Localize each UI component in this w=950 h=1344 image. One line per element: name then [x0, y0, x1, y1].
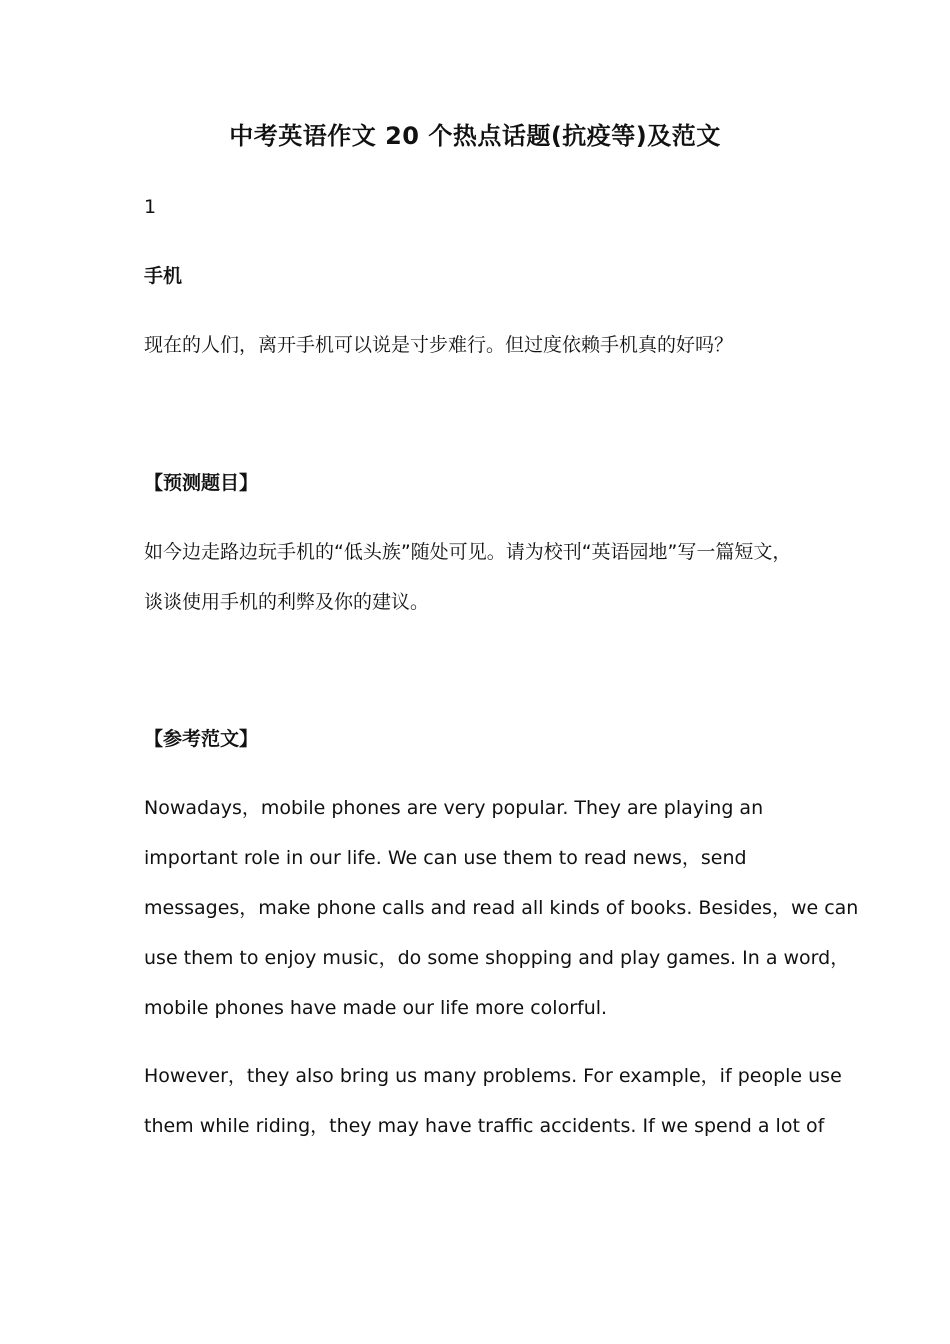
section-number: 1 — [144, 196, 157, 218]
prediction-line: 如今边走路边玩手机的“低头族”随处可见。请为校刊“英语园地”写一篇短文， — [144, 541, 792, 563]
reference-heading: 【参考范文】 — [144, 728, 259, 750]
essay-line: them while riding，they may have traffic accidents. If we spend a lot of — [144, 1115, 825, 1137]
document-title: 中考英语作文 20 个热点话题(抗疫等)及范文 — [229, 122, 721, 150]
prediction-line: 谈谈使用手机的利弊及你的建议。 — [144, 591, 430, 613]
essay-paragraph-1 — [144, 783, 859, 1033]
prediction-heading: 【预测题目】 — [144, 472, 259, 494]
essay-line: messages，make phone calls and read all kinds of books. Besides，we can — [144, 897, 859, 919]
prediction-prompt — [144, 527, 824, 627]
topic-heading: 手机 — [144, 265, 183, 287]
essay-paragraph-2 — [144, 1051, 842, 1151]
essay-line: important role in our life. We can use them to read news，send — [144, 847, 747, 869]
essay-line: Nowadays，mobile phones are very popular. They are playing an — [144, 797, 764, 819]
essay-line: mobile phones have made our life more colorful. — [144, 997, 608, 1019]
essay-line: use them to enjoy music，do some shopping and play games. In a word， — [144, 947, 850, 969]
essay-line: However，they also bring us many problems. For example，if people use — [144, 1065, 842, 1087]
topic-intro: 现在的人们，离开手机可以说是寸步难行。但过度依赖手机真的好吗？ — [144, 334, 734, 356]
